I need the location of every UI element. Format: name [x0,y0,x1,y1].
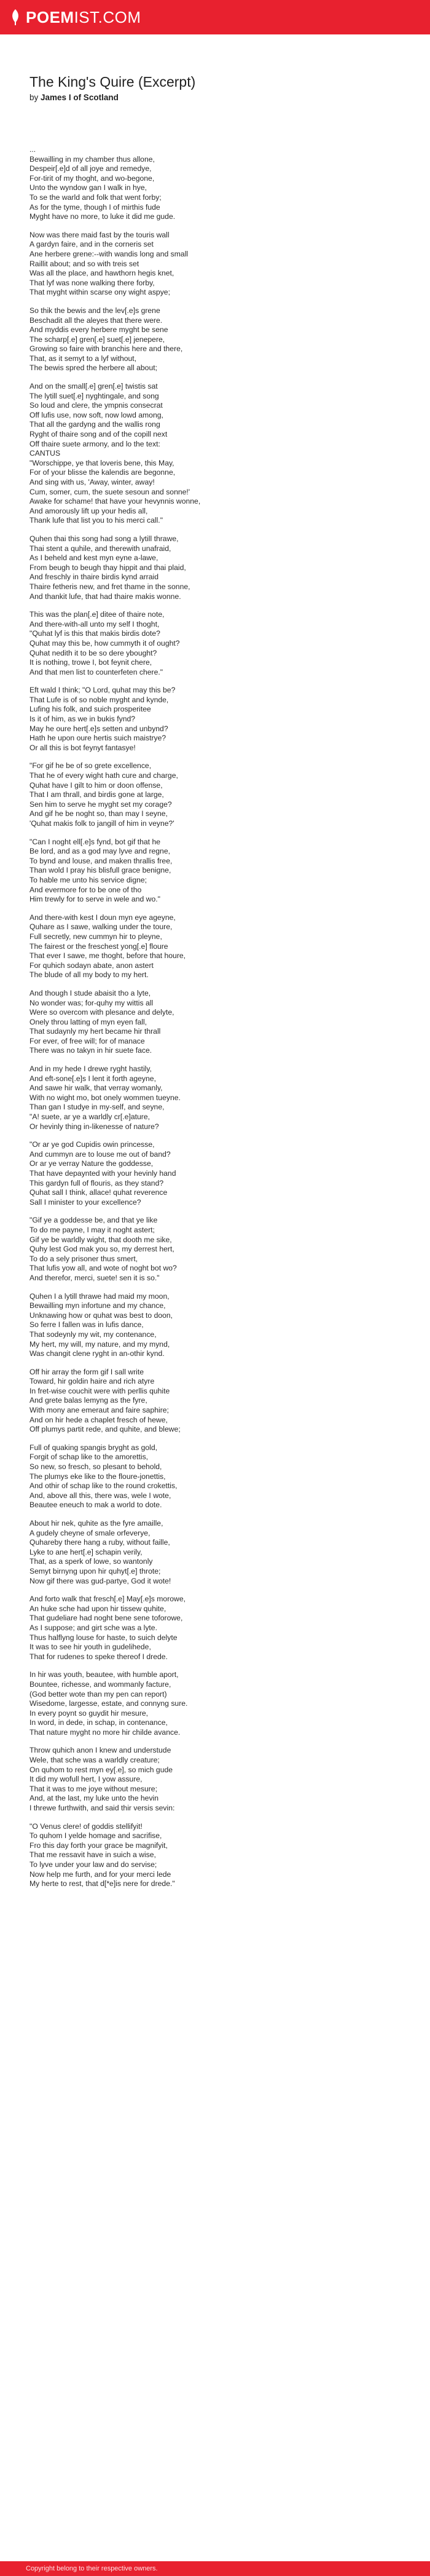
poem-line: As for the tyme, though I of mirthis fude [29,202,160,212]
logo-text-light: IST.COM [74,7,141,26]
poem-line: Be lord, and as a god may lyve and regne, [29,847,170,856]
poem-line: Ryght of thaire song and of the copill next [29,430,168,439]
poem-line: Or hevinly thing in-likenesse of nature? [29,1122,159,1131]
poem-line: That sudaynly my hert became hir thrall [29,1027,161,1036]
poem-line: It was to see hir youth in gudelihede, [29,1643,151,1652]
poem-line: That for rudenes to speke thereof I drede. [29,1652,168,1661]
poem-line: Or all this is bot feynyt fantasye! [29,743,136,752]
poem-line: That myght within scarse ony wight aspye; [29,288,170,297]
poem-line: And though I stude abaisit tho a lyte, [29,988,151,997]
stanza [29,1140,430,1207]
poem-line: "For gif he be of so grete excellence, [29,761,152,771]
poem-line: So ferre I fallen was in lufis dance, [29,1320,144,1330]
poem-line: And on hir hede a chaplet fresch of hewe, [29,1415,168,1424]
poem-line: This gardyn full of flouris, as they stand? [29,1178,164,1187]
poem-line: Eft wald I think; "O Lord, quhat may this be? [29,686,176,695]
poem-line: So loud and clere, the ympnis consecrat [29,401,163,410]
poem-line: CANTUS [29,449,61,458]
stanza [29,1595,430,1662]
poem-line: And evermore for to be one of tho [29,885,142,894]
poem-line: My hert, my will, my nature, and my mynd, [29,1339,170,1349]
poem-line: And thankit lufe, that had thaire makis wonne. [29,592,181,601]
poem-line: To se the warld and folk that went forby; [29,192,162,202]
poem-line: Quhen I a lytill thrawe had maid my moon, [29,1291,170,1301]
poem-line: For ever, of free will; for of manace [29,1036,145,1045]
poem-line: Off plumys partit rede, and quhite, and blewe; [29,1425,181,1434]
stanza [29,1216,430,1283]
poem-line: On quhom to rest myn ey[.e], so mich gude [29,1765,173,1774]
poem-line: Myght have no more, to luke it did me gude. [29,212,176,221]
poem-line: Forgit of schap like to the amorettis, [29,1452,149,1462]
poem-line: In word, in dede, in schap, in contenance, [29,1718,168,1727]
poem-body [29,145,430,1889]
poem-line: Hath he upon oure hertis suich maistrye? [29,734,166,743]
poem-line: Thai stent a quhile, and therewith unafraid, [29,544,171,553]
poem-line: And on the small[.e] gren[.e] twistis sat [29,382,158,391]
poem-line: So new, so fresch, so plesant to behold, [29,1462,162,1472]
poem-line: Thank lufe that list you to his merci call." [29,516,163,525]
poem-line: And that men list to counterfeten chere." [29,667,163,676]
poem-line: ... [29,145,36,154]
poem-line: 'Quhat makis folk to jangill of him in veyne?' [29,819,174,828]
poem-line: Off thaire suete armony, and lo the text: [29,439,160,448]
poem-line: About hir nek, quhite as the fyre amaille, [29,1519,163,1528]
poem-line: To quhom I yelde homage and sacrifise, [29,1831,162,1841]
poem-line: That all the gardyng and the wallis rong [29,420,160,429]
poem-line: And sawe hir walk, that verray womanly, [29,1084,163,1093]
poem-line: Raillit about; and so with treis set [29,259,139,268]
stanza [29,1822,430,1889]
poem-line: Quhat nedith it to be so dere ybought? [29,648,157,657]
poem-line: Off hir array the form gif I sall write [29,1367,144,1376]
stanza [29,686,430,753]
stanza [29,838,430,905]
poem-line: And myddis every herbere myght be sene [29,325,168,335]
poem-line: In hir was youth, beautee, with humble aport, [29,1670,179,1679]
stanza [29,761,430,828]
poem-line: Quhat sall I think, allace! quhat reverence [29,1188,168,1197]
stanza [29,989,430,1056]
poem-line: "O Venus clere! of goddis stellifyit! [29,1821,143,1831]
poem-line: And sing with us, 'Away, winter, away! [29,478,155,486]
poem-line: That lyf was none walking there forby, [29,278,155,287]
poem-line: And cummyn are to louse me out of band? [29,1149,171,1159]
poem-line: And grete balas lemyng as the fyre, [29,1396,147,1405]
poem-line: Quhat have I gilt to him or doon offense, [29,780,163,790]
poem-line: My herte to rest, that d[*e]is nere for drede." [29,1879,175,1888]
poem-line: As I beheld and kest myn eyne a-lawe, [29,553,158,563]
poem-line: Despeir[.e]d of all joye and remedye, [29,164,152,173]
stanza [29,382,430,526]
poem-line: That sodeynly my wit, my contenance, [29,1330,157,1339]
poem-line: In fret-wise couchit were with perllis quhite [29,1386,170,1395]
poem-line: Than wold I pray his blisfull grace benigne, [29,866,171,875]
author-link[interactable]: James I of Scotland [41,93,119,102]
poem-line: And there-with-all unto my self I thoght, [29,619,160,628]
poem-line: That me ressavit have in suich a wise, [29,1850,156,1860]
poem-line: "Or ar ye god Cupidis owin princesse, [29,1140,155,1149]
byline-prefix: by [29,93,39,102]
poem-line: Were so overcom with plesance and delyte, [29,1008,174,1017]
stanza [29,1746,430,1813]
poem-line: Semyt birnyng upon hir quhyt[.e] throte; [29,1566,161,1575]
poem-line: Off lufis use, now soft, now lowd among, [29,410,163,419]
poem-line: And forto walk that fresch[.e] May[.e]s morowe, [29,1595,186,1604]
poem-line: With no wight mo, bot onely wommen tueyne. [29,1093,181,1102]
poem-line: Thaire fetheris new, and fret thame in the sonne, [29,582,190,591]
poem-line: This was the plan[.e] ditee of thaire note, [29,610,165,619]
poem-line: That ever I sawe, me thoght, before that houre, [29,951,186,961]
poem-line: And gif he be noght so, than may I seyne, [29,809,168,818]
poem-line: That, as a sperk of lowe, so wantonly [29,1557,153,1566]
poem-line: From beugh to beugh thay hippit and thai plaid, [29,563,186,572]
poem-line: An huke sche had upon hir tissew quhite, [29,1604,166,1613]
poem-line: Throw quhich anon I knew and understude [29,1746,171,1755]
poem-line: And, at the last, my luke unto the hevin [29,1794,159,1803]
poem-line: The blude of all my body to my hert. [29,970,149,980]
poem-line: I threwe furthwith, and said thir versis sevin: [29,1804,175,1813]
poem-line: Unto the wyndow gan I walk in hye, [29,183,147,192]
poem-line: Onely throu latting of myn eyen fall, [29,1017,147,1026]
logo-text-strong: POEM [26,7,74,26]
poem-line: And therefor, merci, suete! sen it is so." [29,1273,160,1282]
stanza [29,534,430,601]
stanza [29,1519,430,1586]
poem-line: The lytill suet[.e] nyghtingale, and song [29,391,159,400]
poem-line: A gardyn faire, and in the corneris set [29,240,154,249]
poem-line: Quhen thai this song had song a lytill thrawe, [29,534,179,543]
poem-line: That gudeliare had noght bene sene toforowe, [29,1614,183,1623]
poem-line: Ane herbere grene:--with wandis long and small [29,249,189,258]
poem-line: That I am thrall, and birdis gone at large, [29,790,164,799]
site-logo[interactable] [10,8,141,27]
poem-line: The bewis spred the herbere all about; [29,363,157,373]
poem-line: "Worschippe, ye that loveris bene, this May, [29,458,174,467]
poem-line: Quhy lest God mak you so, my derrest hert, [29,1245,174,1254]
stanza [29,231,430,298]
poem-line: Fro this day forth your grace be magnifyit, [29,1841,168,1850]
copyright-text: Copyright belong to their respective owners. [26,2565,158,2572]
poem-line: Unknawing how or quhat was best to doon, [29,1310,173,1320]
poem-line: No wonder was; for-quhy my wittis all [29,998,154,1007]
poem-line: It did my wofull hert, I yow assure, [29,1775,143,1784]
poem-line: Lyke to ane hert[.e] schapin verily, [29,1547,143,1556]
poem-line: "Can I noght ell[.e]s fynd, bot gif that he [29,837,161,846]
poem-line: Sen him to serve he myght set my corage? [29,799,172,809]
footer [0,2561,430,2576]
poem-line: That it was to me joye without mesure; [29,1784,157,1793]
poem-line: Now gif there was gud-partye, God it wote! [29,1576,171,1585]
stanza [29,1292,430,1359]
poem-line: Bewailling myn infortune and my chance, [29,1301,166,1310]
poem-line: Bewailling in my chamber thus allone, [29,154,155,164]
page-title: The King's Quire (Excerpt) [29,74,196,90]
poem-line: And othir of schap like to the round crokettis, [29,1481,178,1491]
poem-line: (God better wote than my pen can report) [29,1689,167,1698]
stanza [29,1368,430,1435]
stanza [29,610,430,677]
poem-line: Bountee, richesse, and wommanly facture, [29,1679,171,1689]
poem-line: For of your blisse the kalendis are begonne, [29,468,176,477]
poem-line: The plumys eke like to the floure-jonettis, [29,1472,166,1481]
poem-line: And in my hede I drewe ryght hastily, [29,1064,152,1074]
poem-line: To do me payne, I may it noght astert; [29,1225,155,1234]
poem-line: For quhich sodayn abate, anon astert [29,961,154,970]
poem-line: The fairest or the freschest yong[.e] floure [29,941,168,951]
poem-line: Full of quaking spangis bryght as gold, [29,1443,157,1452]
poem-line: And, above all this, there was, wele I wote, [29,1491,171,1500]
poem-line: Wele, that sche was a warldly creature; [29,1756,160,1765]
poem-line: There was no takyn in hir suete face. [29,1046,152,1055]
poem-line: So thik the bewis and the lev[.e]s grene [29,306,160,315]
poem-line: Beschadit all the aleyes that there were. [29,315,163,325]
poem-line: Quhareby there hang a ruby, without faille, [29,1538,170,1547]
poem-line: And amorously lift up your hedis all, [29,506,148,515]
poem-line: That, as it semyt to a lyf without, [29,354,137,363]
poem-line: To hable me unto his service digne; [29,875,147,884]
poem-line: Gif ye be warldly wight, that dooth me sike, [29,1235,172,1244]
stanza [29,145,430,222]
poem-line: As I suppose; and girt sche was a lyte. [29,1623,157,1632]
stanza [29,306,430,373]
poem-line: To lyve under your law and do servise; [29,1860,157,1869]
poem-line: That lufis yow all, and wote of noght bot wo? [29,1264,177,1273]
poem-line: That nature myght no more hir childe avance. [29,1727,181,1737]
poem-line: Sall I minister to your excellence? [29,1197,141,1207]
poem-line: Thus halflyng louse for haste, to suich delyte [29,1633,178,1642]
poem-line: For-tirit of my thoght, and wo-begone, [29,173,155,183]
byline [29,92,430,103]
poem-page [0,34,430,2561]
poem-line: That have depaynted with your hevinly hand [29,1169,176,1178]
poem-line: A gudely cheyne of smale orfeverye, [29,1528,150,1537]
poem-line: Now help me furth, and for your merci lede [29,1869,171,1879]
poem-line: In every poynt so guydit hir mesure, [29,1708,149,1718]
poem-line: To bynd and louse, and maken thrallis free, [29,856,173,865]
poem-line: Awake for schame! that have your hevynnis wonne, [29,497,201,506]
poem-line: Now was there maid fast by the touris wall [29,230,170,239]
poem-line: And freschly in thaire birdis kynd arraid [29,573,158,582]
poem-line: Him trewly for to serve in wele and wo." [29,895,160,904]
poem-line: Toward, hir goldin haire and rich atyre [29,1377,155,1386]
poem-line: The scharp[.e] gren[.e] suet[.e] jenepere, [29,335,165,344]
poem-line: Than gan I studye in my-self, and seyne, [29,1103,165,1112]
poem-line: Beautee eneuch to mak a world to dote. [29,1500,162,1510]
poem-line: Growing so faire with branchis here and there, [29,344,183,354]
poem-line: Full secretly, new cummyn hir to pleyne, [29,932,162,941]
quill-icon [10,9,21,25]
poem-line: Quhat may this be, how cummyth it of ought? [29,638,180,648]
poem-line: And eft-sone[.e]s I lent it forth ageyne, [29,1074,156,1083]
poem-line: Wisedome, largesse, estate, and connyng sure. [29,1699,188,1708]
stanza [29,1064,430,1131]
poem-line: That Lufe is of so noble myght and kynde, [29,695,169,704]
poem-line: To do a sely prisoner thus smert, [29,1254,138,1263]
poem-line: Quhare as I sawe, walking under the toure, [29,922,173,932]
poem-line: Or ar ye verray Nature the goddesse, [29,1159,154,1168]
poem-line: "A! suete, ar ye a warldly cr[.e]ature, [29,1112,150,1122]
poem-line: With mony ane emeraut and faire saphire; [29,1406,169,1415]
top-bar [0,0,430,34]
poem-line: That he of every wight hath cure and charge, [29,771,178,780]
poem-line: Is it of him, as we in bukis fynd? [29,715,136,724]
stanza [29,1443,430,1510]
stanza [29,1670,430,1737]
poem-line: Was changit clene ryght in an-othir kynd. [29,1349,165,1358]
poem-line: "Quhat lyf is this that makis birdis dote? [29,629,160,638]
poem-line: And there-with kest I doun myn eye ageyne, [29,913,176,922]
poem-line: Cum, somer, cum, the suete sesoun and sonne!' [29,487,190,496]
poem-line: May he oure hert[.e]s setten and unbynd? [29,724,168,733]
poem-line: "Gif ye a goddesse be, and that ye like [29,1216,158,1225]
stanza [29,913,430,980]
poem-line: Was all the place, and hawthorn hegis knet, [29,269,174,278]
poem-line: Lufing his folk, and suich prosperitee [29,705,151,714]
poem-line: It is nothing, trowe I, bot feynit chere, [29,658,152,667]
